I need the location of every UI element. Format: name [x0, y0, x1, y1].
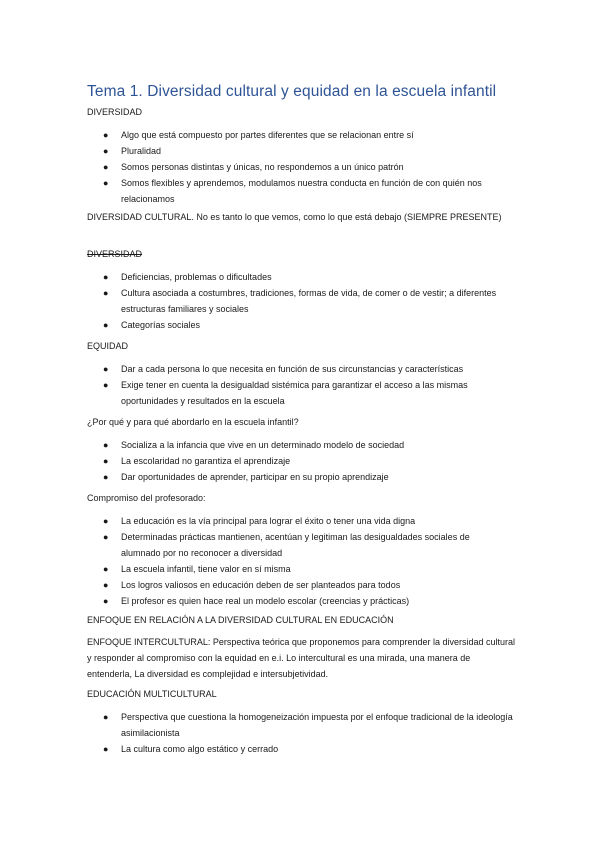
list-item-text: Perspectiva que cuestiona la homogeneización impuesta por el enfoque tradicional de la ideología asimilacionista [121, 712, 513, 738]
list-item-text: El profesor es quien hace real un modelo escolar (creencias y prácticas) [121, 596, 410, 606]
list-item [0, 529, 511, 561]
heading-multicultural: EDUCACIÓN MULTICULTURAL [87, 689, 217, 699]
paragraph-diversidad-cultural: DIVERSIDAD CULTURAL. No es tanto lo que vemos, como lo que está debajo (SIEMPRE PRESENTE) [87, 212, 502, 222]
list-item [0, 269, 516, 285]
list-item [0, 317, 516, 333]
list-item [0, 513, 516, 529]
bullet-icon: ● [103, 288, 109, 298]
list-equidad [0, 361, 599, 409]
bullet-icon: ● [103, 130, 109, 140]
bullet-icon: ● [103, 162, 109, 172]
bullet-icon: ● [103, 472, 109, 482]
list-item-text: Deficiencias, problemas o dificultades [121, 272, 272, 282]
list-item-text: Exige tener en cuenta la desigualdad sistémica para garantizar el acceso a las mismas oportunidades y resultados en la escuela [121, 380, 468, 406]
list-item [0, 709, 521, 741]
list-item-text: Socializa a la infancia que vive en un determinado modelo de sociedad [121, 440, 405, 450]
list-item-text: Algo que está compuesto por partes diferentes que se relacionan entre sí [121, 130, 414, 140]
bullet-icon: ● [103, 532, 109, 542]
bullet-icon: ● [103, 146, 109, 156]
list-item-text: Pluralidad [121, 146, 162, 156]
paragraph-compromiso: Compromiso del profesorado: [87, 493, 206, 503]
bullet-icon: ● [103, 364, 109, 374]
list-item [0, 577, 516, 593]
list-item [0, 127, 516, 143]
bullet-icon: ● [103, 456, 109, 466]
list-item [0, 437, 516, 453]
document-title: Tema 1. Diversidad cultural y equidad en la escuela infantil [87, 83, 497, 100]
heading-equidad: EQUIDAD [87, 341, 129, 351]
list-item [0, 143, 516, 159]
list-item [0, 561, 516, 577]
list-item [0, 453, 516, 469]
bullet-icon: ● [103, 516, 109, 526]
bullet-icon: ● [103, 580, 109, 590]
list-item [0, 175, 491, 207]
list-item-text: La cultura como algo estático y cerrado [121, 744, 279, 754]
list-item-text: Somos personas distintas y únicas, no respondemos a un único patrón [121, 162, 404, 172]
bullet-icon: ● [103, 380, 109, 390]
bullet-icon: ● [103, 178, 109, 188]
bullet-icon: ● [103, 320, 109, 330]
list-item-text: Determinadas prácticas mantienen, acentúan y legitiman las desigualdades sociales de alumnado por no reconocer a diversidad [121, 532, 470, 558]
list-item [0, 361, 516, 377]
list-diversidad-tachada [0, 269, 599, 333]
bullet-icon: ● [103, 272, 109, 282]
list-item [0, 469, 516, 485]
list-item-text: Somos flexibles y aprendemos, modulamos nuestra conducta en función de con quién nos relacionamos [121, 178, 482, 204]
list-item [0, 377, 506, 409]
bullet-icon: ● [103, 744, 109, 754]
list-compromiso [0, 513, 599, 609]
list-item-text: Dar a cada persona lo que necesita en función de sus circunstancias y características [121, 364, 464, 374]
paragraph-porque: ¿Por qué y para qué abordarlo en la escuela infantil? [87, 417, 299, 427]
list-item [0, 159, 516, 175]
list-porque [0, 437, 599, 485]
list-diversidad [0, 127, 599, 207]
bullet-icon: ● [103, 712, 109, 722]
list-item-text: Cultura asociada a costumbres, tradiciones, formas de vida, de comer o de vestir; a diferentes estructuras familiares y sociales [121, 288, 497, 314]
heading-diversidad: DIVERSIDAD [87, 107, 143, 117]
bullet-icon: ● [103, 440, 109, 450]
bullet-icon: ● [103, 596, 109, 606]
list-item-text: Los logros valiosos en educación deben de ser planteados para todos [121, 580, 401, 590]
bullet-icon: ● [103, 564, 109, 574]
list-item [0, 285, 511, 317]
list-item-text: Categorías sociales [121, 320, 201, 330]
list-item-text: La escolaridad no garantiza el aprendizaje [121, 456, 291, 466]
list-item [0, 741, 516, 757]
list-item-text: La educación es la vía principal para lograr el éxito o tener una vida digna [121, 516, 416, 526]
list-item-text: La escuela infantil, tiene valor en sí misma [121, 564, 291, 574]
heading-diversidad-struck: DIVERSIDAD [87, 249, 143, 259]
heading-enfoque: ENFOQUE EN RELACIÓN A LA DIVERSIDAD CULTURAL EN EDUCACIÓN [87, 615, 394, 625]
list-multicultural [0, 709, 599, 757]
paragraph-intercultural: ENFOQUE INTERCULTURAL: Perspectiva teórica que proponemos para comprender la diversidad cultural y responder al compromiso con la equidad en e.i. Lo intercultural es una mirada, una manera de entenderla, La diversidad es complejidad e intersubjetividad. [87, 637, 516, 679]
list-item [0, 593, 516, 609]
list-item-text: Dar oportunidades de aprender, participar en su propio aprendizaje [121, 472, 389, 482]
